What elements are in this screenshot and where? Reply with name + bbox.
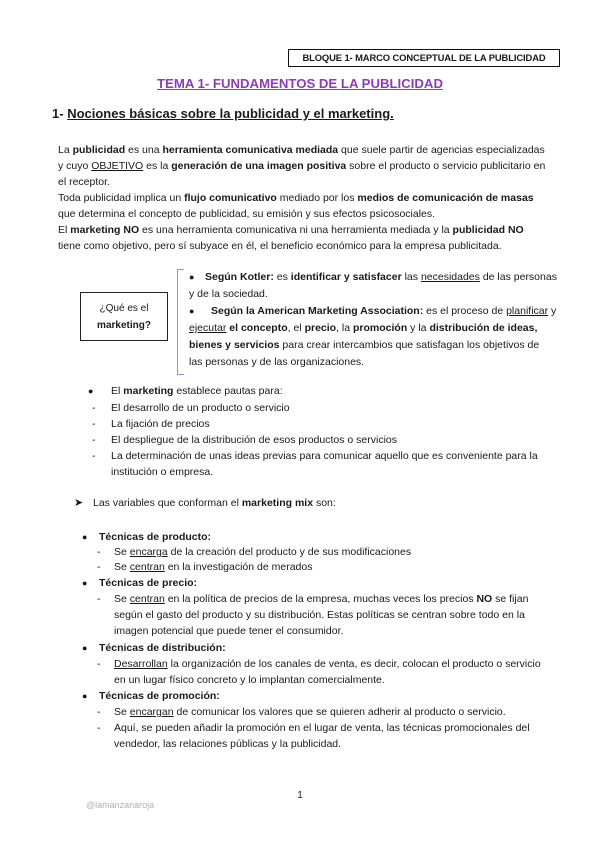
list-item: Se encargan de comunicar los valores que se quieren adherir al producto o servicio. — [114, 706, 506, 718]
intro-line: que determina el concepto de publicidad, su emisión y sus efectos psicosociales. — [58, 208, 436, 220]
definition-box-line: marketing? — [97, 320, 151, 331]
section-title: Nociones básicas sobre la publicidad y el marketing. — [67, 106, 394, 121]
list-item: Se centran en la política de precios de la empresa, muchas veces los precios NO se fijan — [114, 593, 529, 605]
dash-icon: - — [97, 658, 101, 670]
definition-kotler-cont: y de la sociedad. — [189, 288, 268, 300]
list-item: El despliegue de la distribución de esos productos o servicios — [111, 434, 397, 446]
page-title: TEMA 1- FUNDAMENTOS DE LA PUBLICIDAD — [157, 76, 443, 91]
technique-title: Técnicas de precio: — [99, 577, 198, 589]
dash-icon: - — [97, 546, 101, 558]
definition-ama-cont: ejecutar el concepto, el precio, la promoción y la distribución de ideas, — [189, 322, 538, 334]
definition-box — [80, 292, 168, 341]
definition-ama-cont: las personas y de las organizaciones. — [189, 356, 365, 368]
list-item: La determinación de unas ideas previas para comunicar aquello que es conveniente para la — [111, 450, 538, 462]
bullet-icon: ● — [82, 691, 88, 701]
intro-line: La publicidad es una herramienta comunicativa mediada que suele partir de agencias especializadas — [58, 144, 545, 156]
section-heading — [52, 106, 394, 121]
dash-icon: - — [97, 593, 101, 605]
dash-icon: - — [92, 450, 96, 462]
dash-icon: - — [92, 402, 96, 414]
dash-icon: - — [97, 722, 101, 734]
technique-title: Técnicas de producto: — [99, 531, 212, 543]
intro-line: Toda publicidad implica un flujo comunicativo mediado por los medios de comunicación de masas — [58, 192, 534, 204]
bullet-icon: ● — [189, 306, 195, 316]
list-item: institución o empresa. — [111, 466, 214, 478]
bullet-icon: ● — [82, 578, 88, 588]
intro-line: tiene como objetivo, pero sí subyace en él, el beneficio económico para la empresa publicitada. — [58, 240, 502, 252]
technique-title: Técnicas de distribución: — [99, 642, 226, 654]
list-item: imagen potencial que puede tener el consumidor. — [114, 625, 344, 637]
dash-icon: - — [92, 434, 96, 446]
list-item: en un lugar físico concreto y lo implantan comercialmente. — [114, 674, 385, 686]
list-item: El desarrollo de un producto o servicio — [111, 402, 290, 414]
marketing-mix-intro: Las variables que conforman el marketing mix son: — [93, 497, 336, 509]
bullet-icon: ● — [88, 386, 94, 396]
block-header: BLOQUE 1- MARCO CONCEPTUAL DE LA PUBLICIDAD — [288, 49, 560, 67]
list-item: Aquí, se pueden añadir la promoción en el lugar de venta, las técnicas promocionales del — [114, 722, 530, 734]
intro-line: el receptor. — [58, 176, 110, 188]
bullet-icon: ● — [82, 643, 88, 653]
list-item: vendedor, las relaciones públicas y la publicidad. — [114, 738, 342, 750]
marketing-guidelines-intro: El marketing establece pautas para: — [111, 385, 283, 397]
bullet-icon: ● — [189, 272, 195, 282]
watermark: @lamanzanaroja — [86, 800, 155, 810]
dash-icon: - — [92, 418, 96, 430]
definition-ama: Según la American Marketing Association: es el proceso de planificar y — [211, 305, 557, 317]
section-number: 1- — [52, 106, 64, 121]
technique-title: Técnicas de promoción: — [99, 690, 220, 702]
dash-icon: - — [97, 706, 101, 718]
list-item: Se centran en la investigación de merados — [114, 561, 313, 573]
definition-kotler: Según Kotler: es identificar y satisfacer las necesidades de las personas — [205, 271, 557, 283]
list-item: La fijación de precios — [111, 418, 210, 430]
definition-ama-cont: bienes y servicios para crear intercambios que satisfagan los objetivos de — [189, 339, 540, 351]
intro-line: El marketing NO es una herramienta comunicativa ni una herramienta mediada y la publicidad NO — [58, 224, 524, 236]
list-item: Desarrollan la organización de los canales de venta, es decir, colocan el producto o servicio — [114, 658, 541, 670]
dash-icon: - — [97, 561, 101, 573]
definition-box-line: ¿Qué es el — [99, 303, 149, 314]
list-item: Se encarga de la creación del producto y de sus modificaciones — [114, 546, 412, 558]
intro-line: y cuyo OBJETIVO es la generación de una imagen positiva sobre el producto o servicio publicitario en — [58, 160, 546, 172]
page-number: 1 — [297, 790, 303, 801]
list-item: según el gasto del producto y su distribución. Estas políticas se centran sobre todo en la — [114, 609, 525, 621]
brace-bracket — [177, 269, 184, 375]
bullet-icon: ● — [82, 532, 88, 542]
arrow-bullet-icon: ➤ — [74, 497, 84, 509]
